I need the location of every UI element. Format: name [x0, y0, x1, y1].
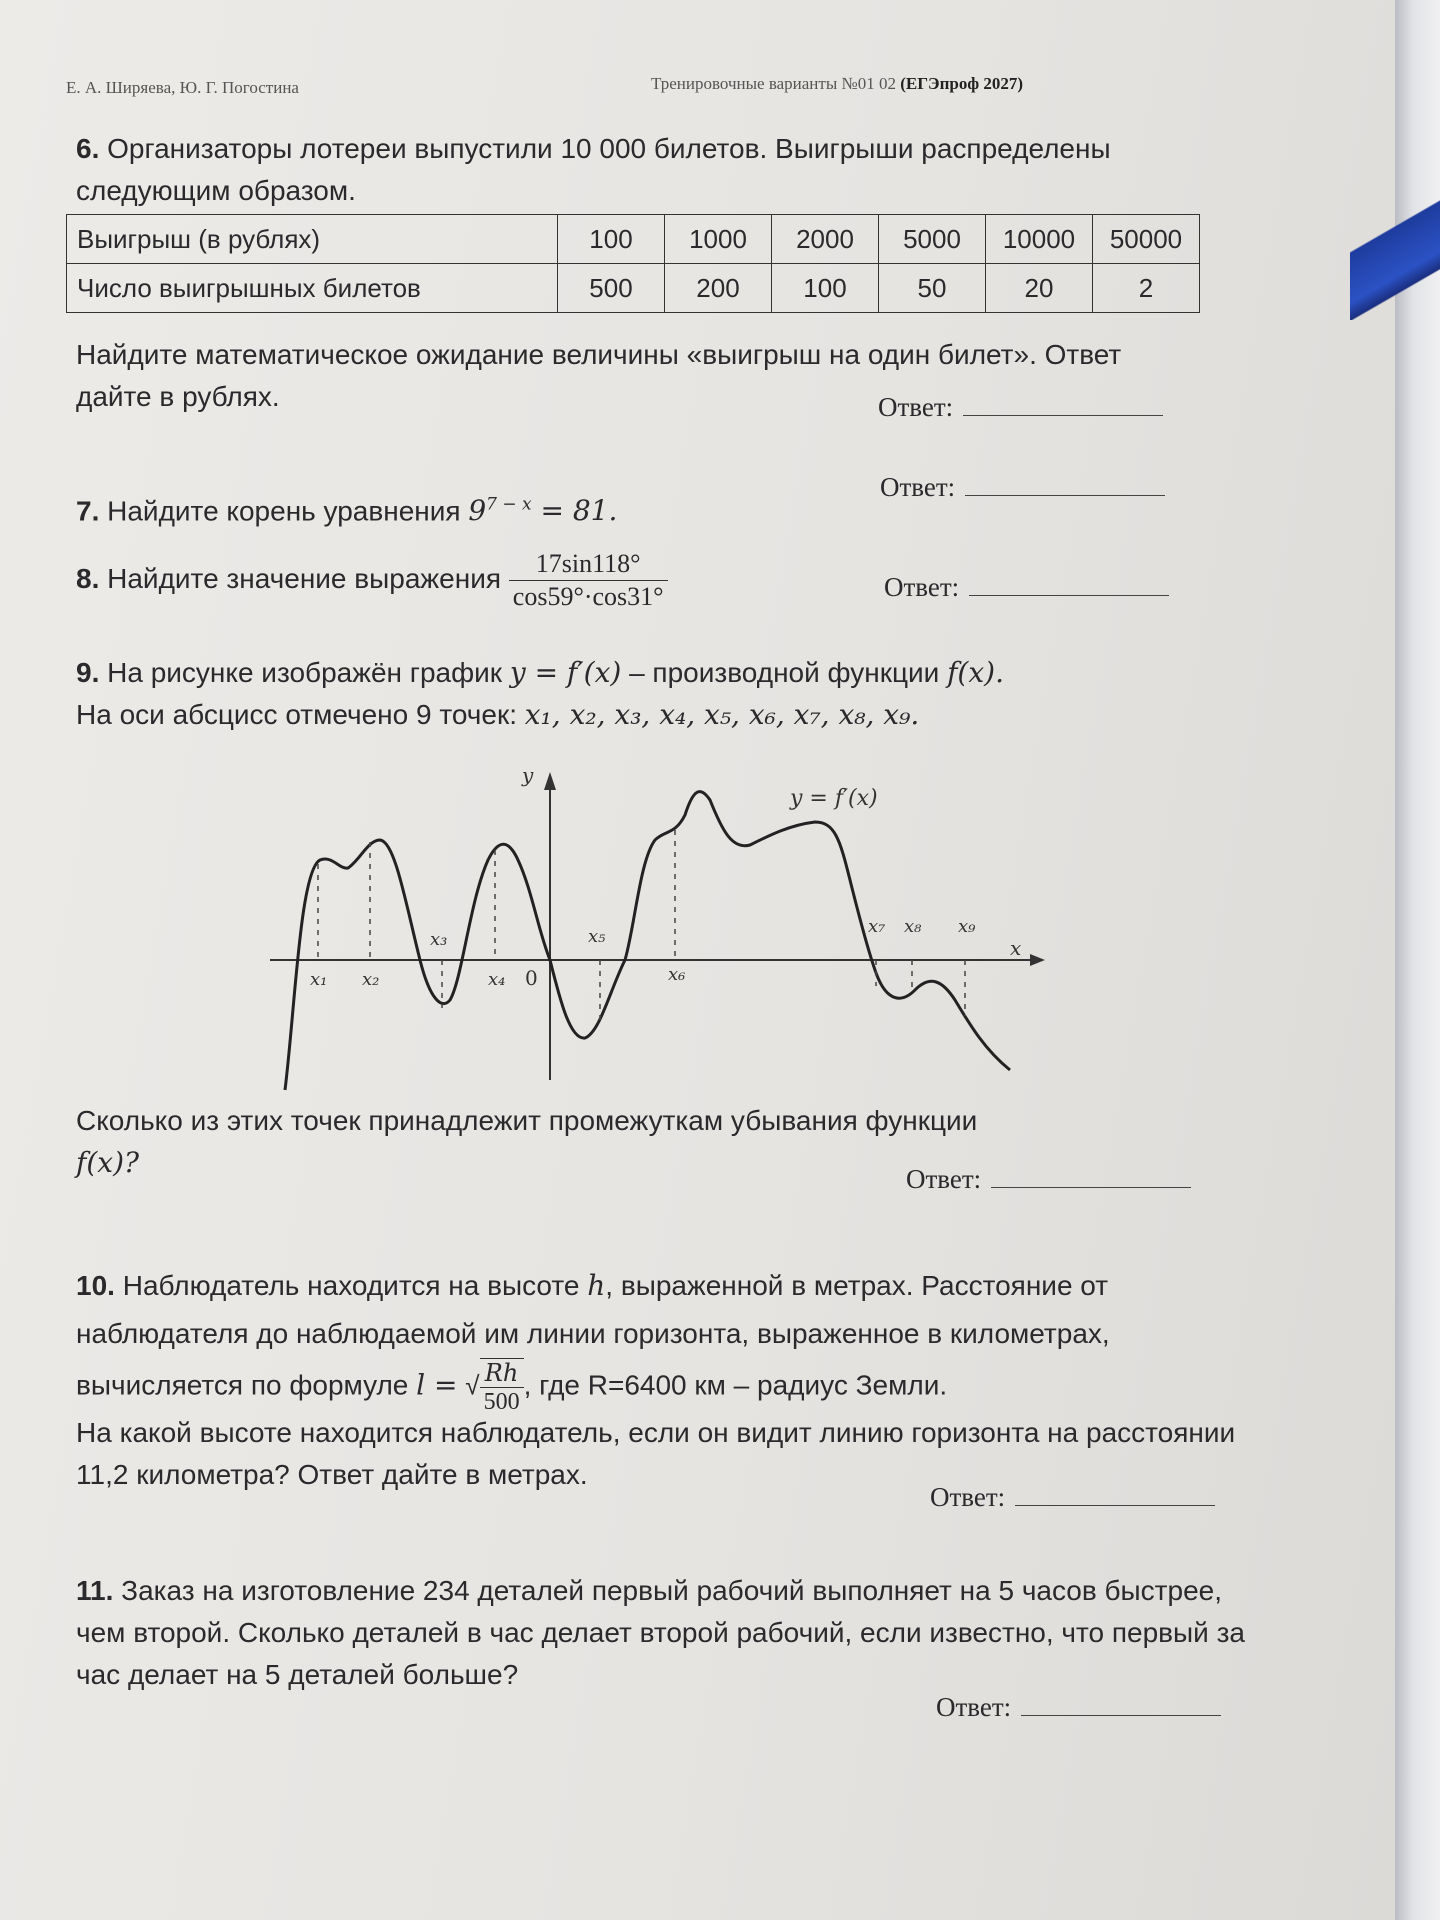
row-header: Выигрыш (в рублях) — [67, 215, 558, 264]
point-label-x7: x₇ — [868, 916, 886, 937]
table-cell: 200 — [665, 264, 772, 313]
table-cell: 2 — [1093, 264, 1200, 313]
pen-tip — [1350, 200, 1440, 320]
answer-field[interactable] — [963, 393, 1163, 416]
task-number: 6. — [76, 133, 100, 164]
table-cell: 10000 — [986, 215, 1093, 264]
fraction-numerator: 17sin118° — [509, 548, 668, 581]
answer-label: Ответ: — [906, 1164, 982, 1194]
task-number: 7. — [76, 495, 100, 527]
fraction-numerator: Rh — [480, 1359, 524, 1388]
task-9 — [76, 652, 1226, 736]
origin-label: 0 — [525, 966, 538, 990]
equation — [468, 494, 617, 527]
task-number: 11. — [76, 1575, 114, 1606]
task-6 — [76, 128, 1206, 212]
variant-text: Тренировочные варианты №01 02 — [651, 74, 901, 93]
task-text: Найдите значение выражения — [107, 562, 501, 594]
page-header — [66, 74, 1195, 98]
answer-9 — [906, 1164, 1191, 1195]
table-cell: 100 — [772, 264, 879, 313]
table-row — [67, 215, 1200, 264]
fraction-denominator: 500 — [483, 1389, 520, 1415]
answer-field[interactable] — [965, 473, 1165, 496]
brand-text: (ЕГЭпроф 2027) — [900, 74, 1024, 93]
task-10-question: На какой высоте находится наблюдатель, если он видит линию горизонта на расстоянии 11,2 километра? Ответ дайте в метрах. — [76, 1417, 1236, 1490]
answer-7 — [880, 472, 1165, 503]
answer-label: Ответ: — [878, 392, 954, 422]
equation-base: 9 — [468, 494, 487, 528]
x-axis-label: x — [1010, 936, 1022, 960]
height-variable: h — [587, 1269, 606, 1302]
answer-label: Ответ: — [930, 1482, 1006, 1512]
task-text: , выраженной в метрах. Расстояние от наблюдателя до наблюдаемой им линии горизонта, выраженное в километрах, вычисляется по формуле — [76, 1270, 1110, 1401]
point-list: x₁, x₂, x₃, x₄, x₅, x₆, x₇, x₈, x₉. — [524, 698, 920, 731]
formula-lhs: l = — [416, 1368, 458, 1402]
task-number: 8. — [76, 562, 100, 594]
row-header: Число выигрышных билетов — [67, 264, 558, 313]
formula-fraction — [480, 1358, 524, 1416]
task-text: , где R=6400 км – радиус Земли. — [523, 1369, 948, 1401]
answer-8 — [884, 572, 1169, 603]
equation-rhs: = 81. — [531, 494, 618, 528]
answer-label: Ответ: — [884, 572, 960, 602]
answer-6 — [878, 392, 1163, 423]
task-text: – производной функции — [629, 657, 940, 688]
answer-field[interactable] — [991, 1165, 1191, 1188]
answer-label: Ответ: — [936, 1692, 1012, 1722]
function-name: f(x)? — [76, 1146, 140, 1179]
task-number: 10. — [76, 1270, 115, 1301]
expression-fraction — [509, 548, 668, 613]
x-axis-arrow — [1030, 954, 1045, 966]
answer-field[interactable] — [1021, 1693, 1221, 1716]
answer-label: Ответ: — [880, 472, 956, 502]
point-label-x5: x₅ — [588, 926, 606, 947]
table-cell: 50 — [879, 264, 986, 313]
task-text: Наблюдатель находится на высоте — [122, 1270, 580, 1301]
curve-label: y = f′(x) — [790, 786, 878, 811]
table-cell: 100 — [558, 215, 665, 264]
table-cell: 5000 — [879, 215, 986, 264]
task-number: 9. — [76, 657, 100, 688]
answer-field[interactable] — [969, 573, 1169, 596]
derivative-graph — [270, 760, 1060, 1100]
point-label-x3: x₃ — [430, 929, 448, 950]
point-label-x4: x₄ — [488, 969, 506, 990]
task-text: Найдите корень уравнения — [107, 495, 461, 527]
answer-10 — [930, 1482, 1215, 1513]
table-cell: 1000 — [665, 215, 772, 264]
task-text: На оси абсцисс отмечено 9 точек: — [76, 699, 517, 730]
sqrt-sign: √ — [465, 1370, 480, 1401]
task-6-question: Найдите математическое ожидание величины «выигрыш на один билет». Ответ дайте в рублях. — [76, 339, 1122, 412]
y-axis-label: y — [522, 763, 534, 787]
y-axis-arrow — [544, 772, 556, 790]
table-cell: 50000 — [1093, 215, 1200, 264]
point-label-x2: x₂ — [362, 969, 380, 990]
equation-exponent: 7 − x — [486, 495, 532, 515]
task-text: На рисунке изображён график — [107, 657, 503, 688]
point-label-x1: x₁ — [310, 969, 328, 990]
function-name: f(x). — [947, 656, 1004, 689]
table-cell: 2000 — [772, 215, 879, 264]
table-cell: 20 — [986, 264, 1093, 313]
answer-field[interactable] — [1015, 1483, 1215, 1506]
answer-11 — [936, 1692, 1221, 1723]
task-text: Заказ на изготовление 234 деталей первый рабочий выполняет на 5 часов быстрее, чем второй. Сколько деталей в час делает второй рабочий, если известно, что первый за час делает на 5 деталей больше? — [76, 1575, 1245, 1690]
prize-table — [66, 214, 1200, 313]
derivative-curve — [285, 792, 1010, 1090]
task-11 — [76, 1570, 1266, 1696]
header-variant — [651, 74, 1023, 94]
point-label-x8: x₈ — [904, 916, 922, 937]
task-text: Сколько из этих точек принадлежит промежуткам убывания функции — [76, 1105, 978, 1136]
task-10 — [76, 1262, 1256, 1416]
header-authors: Е. А. Ширяева, Ю. Г. Погостина — [66, 78, 299, 97]
table-row — [67, 264, 1200, 313]
derivative-formula: y = f′(x) — [509, 656, 622, 689]
task-text: Организаторы лотереи выпустили 10 000 билетов. Выигрыши распределены следующим образом. — [76, 133, 1111, 206]
point-label-x9: x₉ — [958, 916, 976, 937]
table-cell: 500 — [558, 264, 665, 313]
point-label-x6: x₆ — [668, 964, 686, 985]
fraction-denominator: cos59°·cos31° — [512, 582, 664, 611]
